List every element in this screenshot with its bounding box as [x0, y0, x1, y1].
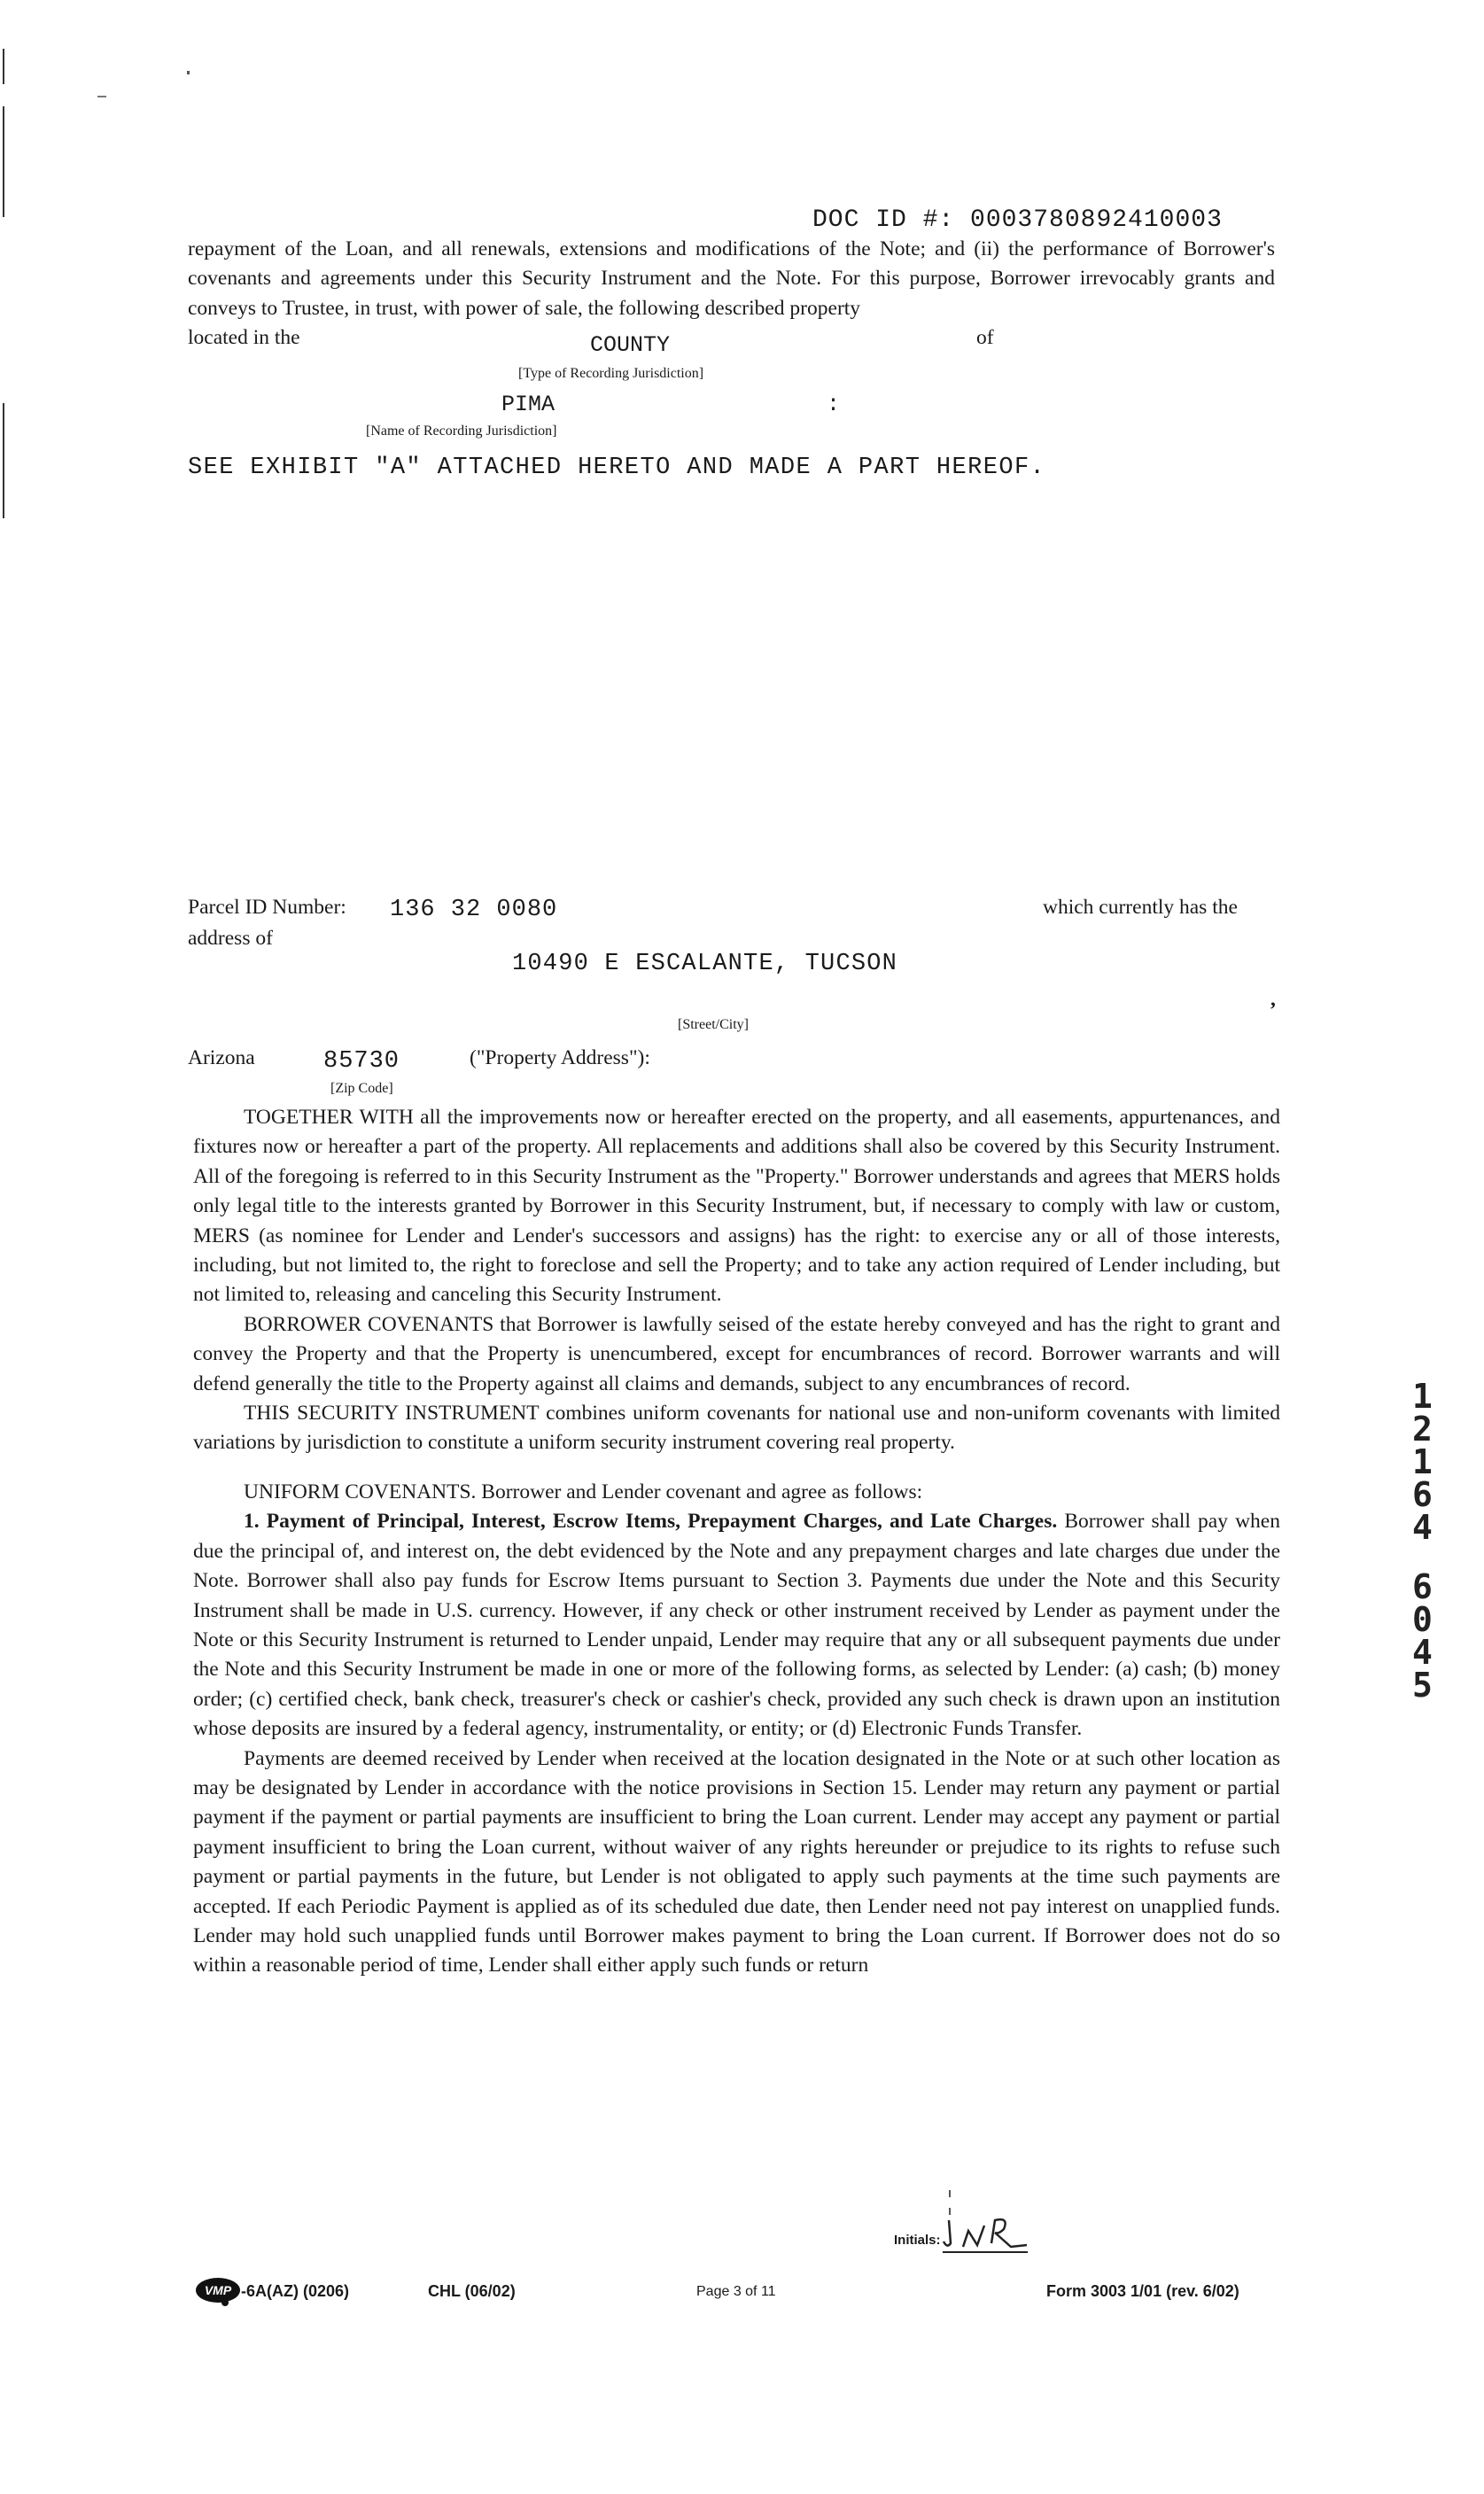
scan-margin-mark [3, 106, 4, 217]
address-of-label: address of [188, 927, 273, 950]
recording-digit: 4 [1412, 1633, 1433, 1672]
recording-digit: 5 [1412, 1666, 1433, 1705]
scan-speck [97, 96, 106, 97]
scan-speck [187, 71, 190, 74]
vmp-logo-mark [195, 2277, 241, 2307]
main-body [193, 1103, 1280, 1981]
uniform-covenants-heading: UNIFORM COVENANTS. Borrower and Lender covenant and agree as follows: [244, 1480, 923, 1503]
recording-digit: 1 [1412, 1377, 1433, 1416]
chl-code: CHL (06/02) [428, 2282, 516, 2300]
recording-digit: 6 [1412, 1475, 1433, 1514]
form-code: -6A(AZ) (0206) [241, 2282, 350, 2300]
of-label: of [976, 326, 994, 349]
street-caption: [Street/City] [678, 1017, 749, 1032]
page-number: Page 3 of 11 [696, 2284, 776, 2299]
section-1-paragraph [193, 1507, 1280, 1744]
street-address: 10490 E ESCALANTE, TUCSON [512, 951, 898, 977]
intro-paragraph: repayment of the Loan, and all renewals, extensions and modifications of the Note; and (ii) the performance of Borrower's covenants and agreements under this Security Instrument and the Note. For this purpose, Borrower irrevocably grants and conveys to Trustee, in trust, with power of sale, the following described property [188, 237, 1275, 320]
scan-speck [949, 2190, 951, 2197]
initials-label: Initials: [894, 2233, 941, 2248]
recording-digit: 1 [1412, 1442, 1433, 1481]
property-address-label: ("Property Address"): [470, 1046, 650, 1069]
section-1-title: 1. Payment of Principal, Interest, Escrow Items, Prepayment Charges, and Late Charges. [244, 1510, 1058, 1534]
borrower-covenants-paragraph: BORROWER COVENANTS that Borrower is lawfully seised of the estate hereby conveyed and has the right to grant and convey the Property and that the Property is unencumbered, except for encumbrances of record. Borrower warrants and will defend generally the title to the Property against all claims and demands, subject to any encumbrances of record. [193, 1312, 1280, 1395]
doc-id: DOC ID #: 0003780892410003 [812, 206, 1223, 234]
exhibit-reference: SEE EXHIBIT "A" ATTACHED HERETO AND MADE A PART HEREOF. [188, 455, 1046, 481]
signature-scribble [942, 2203, 1039, 2256]
section-1-text: Borrower shall pay when due the principal of, and interest on, the debt evidenced by the Note and any prepayment charges and late charges due under the Note. Borrower shall also pay funds for Escrow Items pursuant to Section 3. Payments due under the Note and this Security Instrument shall be made in U.S. currency. However, if any check or other instrument received by Lender as payment under the Note or this Security Instrument is returned to Lender unpaid, Lender may require that any or all subsequent payments due under the Note and this Security Instrument be made in one or more of the following forms, as selected by Lender: (a) cash; (b) money order; (c) certified check, bank check, treasurer's check or cashier's check, provided any such check is drawn upon an institution whose deposits are insured by a federal agency, instrumentality, or entity; or (d) Electronic Funds Transfer. [193, 1510, 1280, 1741]
recording-digit: 6 [1412, 1567, 1433, 1606]
comma: , [1270, 988, 1276, 1011]
form-number: Form 3003 1/01 (rev. 6/02) [1046, 2282, 1239, 2300]
scan-margin-mark [3, 49, 4, 84]
zip-caption: [Zip Code] [330, 1081, 393, 1096]
payments-paragraph: Payments are deemed received by Lender when received at the location designated in the Note or at such other location as may be designated by Lender in accordance with the notice provisions in Section 15. Lender may return any payment or partial payment if the payment or partial payments are insufficient to bring the Loan current. Lender may accept any payment or partial payment insufficient to bring the Loan current, without waiver of any rights hereunder or prejudice to its rights to refuse such payment or partial payments in the future, but Lender is not obligated to apply such payments at the time such payments are accepted. If each Periodic Payment is applied as of its scheduled due date, then Lender need not pay interest on unapplied funds. Lender may hold such unapplied funds until Borrower makes payment to bring the Loan current. If Borrower does not do so within a reasonable period of time, Lender shall either apply such funds or return [193, 1746, 1280, 1977]
scan-speck [949, 2208, 951, 2215]
security-instrument-paragraph: THIS SECURITY INSTRUMENT combines uniform covenants for national use and non-uniform covenants with limited variations by jurisdiction to constitute a uniform security instrument covering real property. [193, 1402, 1280, 1455]
parcel-label: Parcel ID Number: [188, 896, 346, 919]
colon: : [827, 392, 841, 417]
jurisdiction-name: PIMA [501, 392, 556, 417]
recording-digit: 0 [1412, 1600, 1433, 1639]
currently-label: which currently has the [1043, 896, 1238, 919]
type-caption: [Type of Recording Jurisdiction] [518, 366, 704, 381]
initials-signature [942, 2203, 1039, 2256]
recording-digit: 2 [1412, 1410, 1433, 1449]
vmp-logo-text: VMP [204, 2283, 232, 2297]
located-in-label: located in the [188, 326, 300, 349]
together-with-paragraph: TOGETHER WITH all the improvements now or hereafter erected on the property, and all easements, appurtenances, and fixtures now or hereafter a part of the property. All replacements and additions shall also be covered by this Security Instrument. All of the foregoing is referred to in this Security Instrument as the "Property." Borrower understands and agrees that MERS holds only legal title to the interests granted by Borrower in this Security Instrument, but, if necessary to comply with law or custom, MERS (as nominee for Lender and Lender's successors and assigns) has the right: to exercise any or all of those interests, including, but not limited to, the right to foreclose and sell the Property; and to take any action required of Lender including, but not limited to, releasing and canceling this Security Instrument. [193, 1106, 1280, 1307]
state: Arizona [188, 1046, 255, 1069]
scan-margin-mark [3, 403, 4, 518]
recording-digit: 4 [1412, 1508, 1433, 1547]
name-caption: [Name of Recording Jurisdiction] [366, 423, 557, 439]
jurisdiction-type: COUNTY [590, 332, 671, 358]
vmp-logo [195, 2277, 241, 2304]
parcel-number: 136 32 0080 [390, 897, 558, 923]
zip-code: 85730 [323, 1048, 400, 1075]
